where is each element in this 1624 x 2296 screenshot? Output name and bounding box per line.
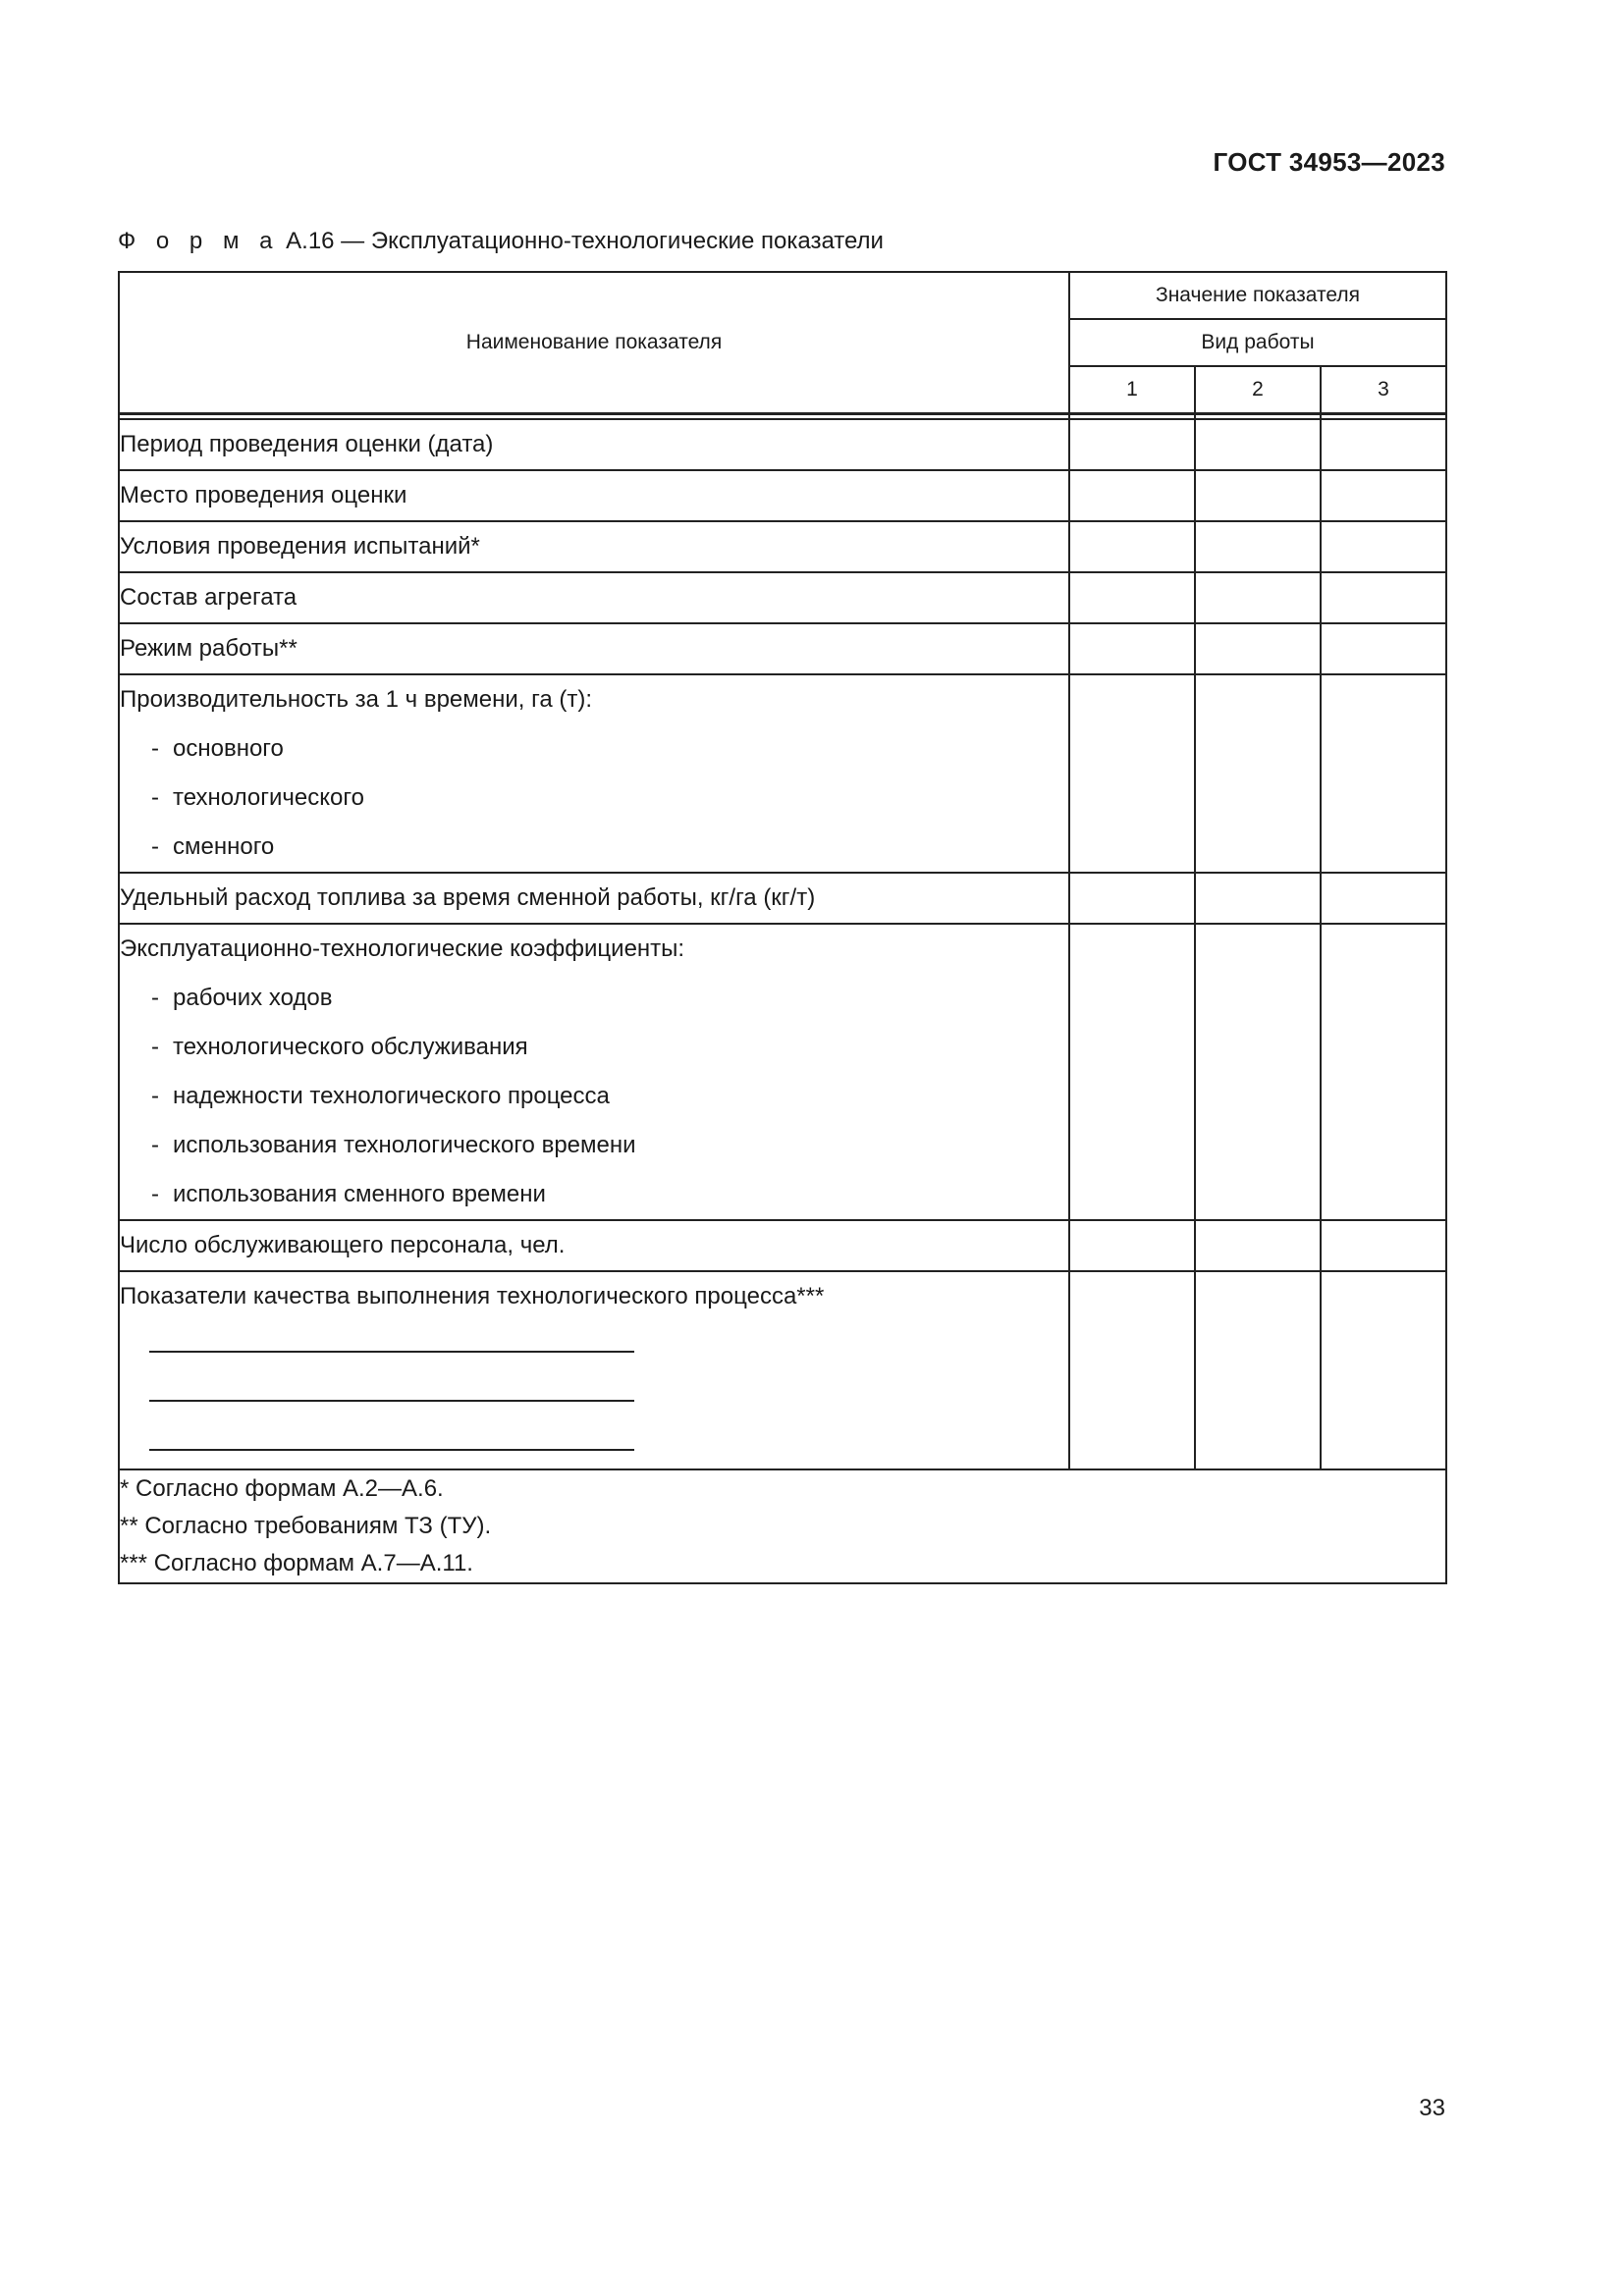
column-header-work-3: 3 (1321, 366, 1446, 414)
value-cell[interactable] (1069, 623, 1195, 674)
row-label: Место проведения оценки (119, 470, 1069, 521)
value-cell[interactable] (1195, 1271, 1321, 1469)
form-caption-prefix: Ф о р м а (118, 228, 280, 254)
column-header-value: Значение показателя (1069, 272, 1446, 319)
row-label: Условия проведения испытаний* (119, 521, 1069, 572)
value-cell[interactable] (1321, 419, 1446, 470)
fill-in-line[interactable] (120, 1321, 1068, 1370)
column-header-work-type: Вид работы (1069, 319, 1446, 366)
sub-item: - надежности технологического процесса (151, 1083, 610, 1109)
column-header-name: Наименование показателя (119, 272, 1069, 414)
value-cell[interactable] (1321, 873, 1446, 924)
fill-in-line[interactable] (120, 1419, 1068, 1468)
table-row (119, 470, 1446, 521)
value-cell[interactable] (1321, 1220, 1446, 1271)
row-label: Режим работы** (119, 623, 1069, 674)
value-cell[interactable] (1195, 623, 1321, 674)
indicators-table (118, 271, 1447, 1584)
standard-designation: ГОСТ 34953—2023 (1213, 147, 1445, 177)
sub-item: - технологического обслуживания (151, 1034, 528, 1060)
table-notes (119, 1469, 1446, 1583)
table-row (119, 1271, 1446, 1469)
table-row (119, 572, 1446, 623)
row-label-group (119, 674, 1069, 873)
value-cell[interactable] (1069, 1220, 1195, 1271)
value-cell[interactable] (1195, 419, 1321, 470)
value-cell[interactable] (1321, 924, 1446, 1220)
note: * Согласно формам А.2—А.6. (120, 1475, 444, 1502)
value-cell[interactable] (1321, 572, 1446, 623)
value-cell[interactable] (1195, 572, 1321, 623)
note: ** Согласно требованиям ТЗ (ТУ). (120, 1513, 492, 1539)
row-label-group (119, 1271, 1069, 1469)
column-header-work-2: 2 (1195, 366, 1321, 414)
row-label: Период проведения оценки (дата) (119, 419, 1069, 470)
sub-item: - сменного (151, 833, 275, 860)
form-caption-text: А.16 — Эксплуатационно-технологические показатели (286, 228, 884, 254)
sub-item: - использования сменного времени (151, 1181, 546, 1207)
row-label: Показатели качества выполнения технологического процесса*** (120, 1283, 825, 1309)
table-row (119, 924, 1446, 1220)
sub-item: - технологического (151, 784, 364, 811)
table-row (119, 873, 1446, 924)
value-cell[interactable] (1069, 572, 1195, 623)
value-cell[interactable] (1321, 521, 1446, 572)
value-cell[interactable] (1069, 419, 1195, 470)
value-cell[interactable] (1321, 1271, 1446, 1469)
value-cell[interactable] (1069, 924, 1195, 1220)
form-caption (118, 228, 884, 255)
column-header-work-1: 1 (1069, 366, 1195, 414)
table-row (119, 419, 1446, 470)
value-cell[interactable] (1069, 470, 1195, 521)
sub-item: - рабочих ходов (151, 985, 333, 1011)
row-label: Эксплуатационно-технологические коэффициенты: (120, 935, 685, 962)
value-cell[interactable] (1069, 674, 1195, 873)
page-number: 33 (1419, 2095, 1445, 2121)
row-label-group (119, 924, 1069, 1220)
value-cell[interactable] (1195, 674, 1321, 873)
row-label: Удельный расход топлива за время сменной работы, кг/га (кг/т) (119, 873, 1069, 924)
row-label: Производительность за 1 ч времени, га (т): (120, 686, 592, 713)
table-row (119, 674, 1446, 873)
value-cell[interactable] (1069, 1271, 1195, 1469)
notes-row (119, 1469, 1446, 1583)
value-cell[interactable] (1069, 873, 1195, 924)
value-cell[interactable] (1195, 873, 1321, 924)
table-row (119, 521, 1446, 572)
value-cell[interactable] (1195, 521, 1321, 572)
table-row (119, 1220, 1446, 1271)
note: *** Согласно формам А.7—А.11. (120, 1550, 473, 1576)
value-cell[interactable] (1321, 470, 1446, 521)
sub-item: - использования технологического времени (151, 1132, 636, 1158)
table-row (119, 623, 1446, 674)
row-label: Состав агрегата (119, 572, 1069, 623)
value-cell[interactable] (1195, 470, 1321, 521)
sub-item: - основного (151, 735, 284, 762)
value-cell[interactable] (1195, 924, 1321, 1220)
value-cell[interactable] (1321, 623, 1446, 674)
fill-in-line[interactable] (120, 1370, 1068, 1419)
value-cell[interactable] (1195, 1220, 1321, 1271)
value-cell[interactable] (1321, 674, 1446, 873)
value-cell[interactable] (1069, 521, 1195, 572)
row-label: Число обслуживающего персонала, чел. (119, 1220, 1069, 1271)
